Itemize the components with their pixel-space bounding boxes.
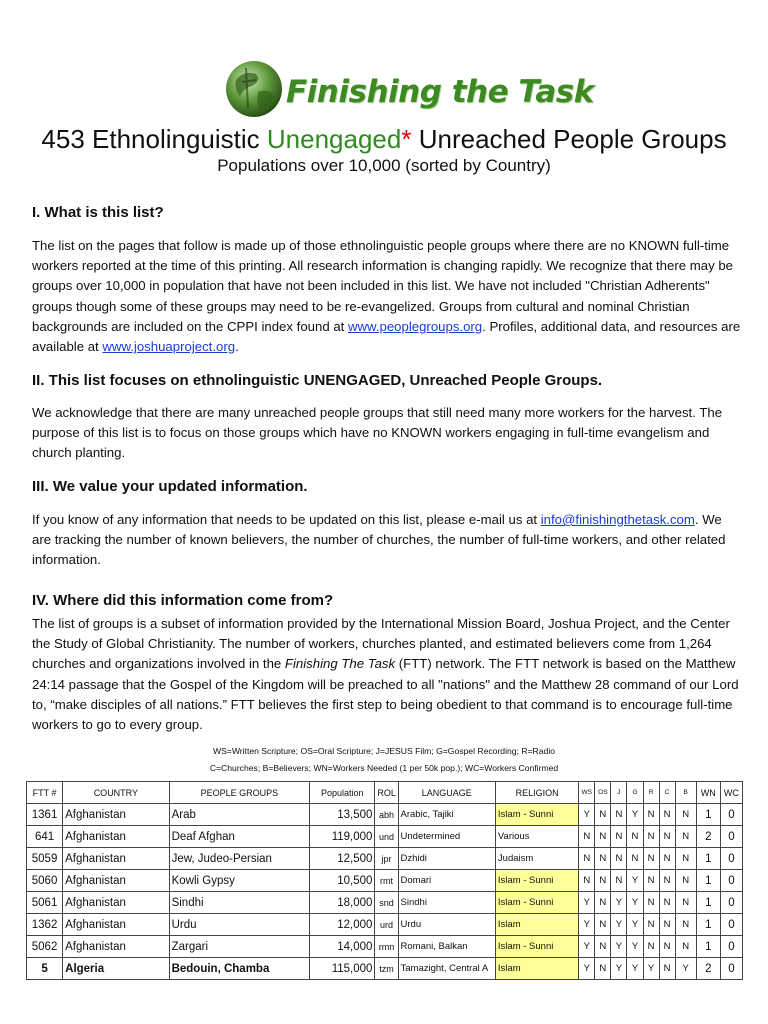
section-2-text: We acknowledge that there are many unreached people groups that still need many more workers for the harvest. The purpose of this list is to focus on those groups which have no KNOWN workers engaging in full-time evangelism and church planting.	[32, 405, 723, 461]
cell-group: Bedouin, Chamba	[169, 958, 310, 980]
cell-c: N	[659, 914, 675, 936]
people-groups-table	[26, 781, 743, 980]
cell-language: Dzhidi	[398, 848, 495, 870]
cell-country: Afghanistan	[63, 936, 169, 958]
cell-b: N	[675, 804, 696, 826]
cell-wn: 1	[696, 870, 720, 892]
cell-religion: Islam	[495, 958, 578, 980]
cell-wc: 0	[720, 848, 742, 870]
title-star: *	[401, 124, 412, 154]
cell-group: Urdu	[169, 914, 310, 936]
cell-group: Arab	[169, 804, 310, 826]
cell-country: Afghanistan	[63, 914, 169, 936]
cell-j: Y	[611, 936, 627, 958]
cell-j: Y	[611, 892, 627, 914]
cell-country: Afghanistan	[63, 870, 169, 892]
cell-c: N	[659, 870, 675, 892]
cell-wc: 0	[720, 892, 742, 914]
s3-text-a: If you know of any information that needs to be updated on this list, please e-mail us at	[32, 512, 541, 527]
cell-rol: tzm	[375, 958, 398, 980]
table-row	[27, 914, 743, 936]
cell-population: 13,500	[310, 804, 375, 826]
cell-country: Afghanistan	[63, 826, 169, 848]
cell-j: Y	[611, 958, 627, 980]
header-b: B	[675, 782, 696, 804]
cell-wn: 1	[696, 936, 720, 958]
cell-ftt: 5062	[27, 936, 63, 958]
cell-language: Arabic, Tajiki	[398, 804, 495, 826]
cell-ws: Y	[579, 958, 595, 980]
cell-rol: und	[375, 826, 398, 848]
s4-text-b: (FTT) network. The FTT network is based on the Matthew 24:14 passage that the Gospel of the Kingdom will be preached to all "nations" and the Matthew 28 command of our Lord to, “make disciples of all nations.” FTT believes the first step to being obedient to that command is to encourage full-time workers to go to every group.	[32, 656, 739, 733]
cell-j: Y	[611, 914, 627, 936]
s4-text-a: The list of groups is a subset of information provided by the International Mission Board, Joshua Project, and the Center the Study of Global Christianity. The number of workers, churches planted, and estimated believers come from 1,264 churches and organizations involved in the	[32, 616, 730, 672]
section-3-heading: III. We value your updated information.	[32, 478, 308, 495]
cell-c: N	[659, 936, 675, 958]
cell-c: N	[659, 958, 675, 980]
cell-wc: 0	[720, 936, 742, 958]
logo-text: Finishing the Task	[286, 74, 594, 110]
cell-ftt: 5060	[27, 870, 63, 892]
header-wc: WC	[720, 782, 742, 804]
header-g: G	[627, 782, 643, 804]
cell-group: Deaf Afghan	[169, 826, 310, 848]
cell-r: N	[643, 870, 659, 892]
title-highlight: Unengaged	[266, 124, 402, 154]
cell-c: N	[659, 826, 675, 848]
cell-g: Y	[627, 936, 643, 958]
header-people-groups: PEOPLE GROUPS	[169, 782, 310, 804]
cell-g: Y	[627, 958, 643, 980]
cell-ftt: 5061	[27, 892, 63, 914]
header-country: COUNTRY	[63, 782, 169, 804]
cell-os: N	[595, 914, 611, 936]
cell-group: Jew, Judeo-Persian	[169, 848, 310, 870]
cell-g: Y	[627, 870, 643, 892]
cell-group: Zargari	[169, 936, 310, 958]
email-link[interactable]: info@finishingthetask.com	[540, 512, 695, 527]
cell-wn: 1	[696, 804, 720, 826]
cell-group: Kowli Gypsy	[169, 870, 310, 892]
cell-os: N	[595, 958, 611, 980]
cell-ftt: 5	[27, 958, 63, 980]
header-r: R	[643, 782, 659, 804]
s1-text-b: . Profiles, additional data, and resources are available at	[32, 318, 741, 355]
section-1-heading: I. What is this list?	[32, 204, 164, 221]
header-ws: WS	[579, 782, 595, 804]
cell-population: 10,500	[310, 870, 375, 892]
cell-population: 115,000	[310, 958, 375, 980]
cell-ws: N	[579, 848, 595, 870]
cell-j: N	[611, 870, 627, 892]
cell-population: 12,000	[310, 914, 375, 936]
header-os: OS	[595, 782, 611, 804]
cell-wn: 1	[696, 848, 720, 870]
cell-country: Algeria	[63, 958, 169, 980]
globe-icon	[222, 58, 286, 120]
section-1-text	[32, 236, 744, 357]
cell-population: 12,500	[310, 848, 375, 870]
cell-c: N	[659, 804, 675, 826]
cell-rol: jpr	[375, 848, 398, 870]
cell-wc: 0	[720, 826, 742, 848]
cell-religion: Islam	[495, 914, 578, 936]
section-4-heading: IV. Where did this information come from?	[32, 592, 334, 609]
cell-b: N	[675, 936, 696, 958]
cell-ftt: 1361	[27, 804, 63, 826]
cell-language: Urdu	[398, 914, 495, 936]
cell-rol: abh	[375, 804, 398, 826]
cell-g: Y	[627, 804, 643, 826]
legend-line-1: WS=Written Scripture; OS=Oral Scripture; J=JESUS Film; G=Gospel Recording; R=Radio	[212, 746, 556, 756]
cell-b: N	[675, 892, 696, 914]
table-row	[27, 936, 743, 958]
cell-ws: Y	[579, 936, 595, 958]
header-religion: RELIGION	[495, 782, 578, 804]
cell-country: Afghanistan	[63, 804, 169, 826]
cell-language: Sindhi	[398, 892, 495, 914]
cell-g: N	[627, 826, 643, 848]
table-row	[27, 848, 743, 870]
cell-religion: Islam - Sunni	[495, 804, 578, 826]
cell-population: 119,000	[310, 826, 375, 848]
cell-g: N	[627, 848, 643, 870]
cell-ws: Y	[579, 892, 595, 914]
cell-religion: Islam - Sunni	[495, 936, 578, 958]
cell-language: Romani, Balkan	[398, 936, 495, 958]
cell-wc: 0	[720, 804, 742, 826]
table-row	[27, 892, 743, 914]
cell-population: 18,000	[310, 892, 375, 914]
cell-os: N	[595, 892, 611, 914]
cell-r: N	[643, 848, 659, 870]
header-wn: WN	[696, 782, 720, 804]
cell-b: N	[675, 848, 696, 870]
cell-religion: Judaism	[495, 848, 578, 870]
cell-b: N	[675, 870, 696, 892]
cell-r: N	[643, 826, 659, 848]
cell-rol: rmt	[375, 870, 398, 892]
s1-text-a: The list on the pages that follow is made up of those ethnolinguistic people groups where there are no KNOWN full-time workers reported at the time of this printing. All research information is changing rapidly. We recognize that there may be groups over 10,000 in population that have not been included in this list. We have not included "Christian Adherents" groups though some of these groups may need to be re-evangelized. Groups from cultural and nominal Christian backgrounds are included on the CPPI index found at	[32, 238, 733, 334]
cell-wn: 2	[696, 958, 720, 980]
page-subtitle: Populations over 10,000 (sorted by Country)	[217, 156, 551, 175]
cell-country: Afghanistan	[63, 892, 169, 914]
cell-c: N	[659, 848, 675, 870]
cell-ftt: 1362	[27, 914, 63, 936]
finishing-the-task-logo	[222, 58, 594, 120]
cell-os: N	[595, 870, 611, 892]
cell-ftt: 641	[27, 826, 63, 848]
cell-group: Sindhi	[169, 892, 310, 914]
header-ftt: FTT #	[27, 782, 63, 804]
cell-population: 14,000	[310, 936, 375, 958]
header-population: Population	[310, 782, 375, 804]
joshuaproject-link[interactable]: www.joshuaproject.org	[102, 339, 236, 355]
cell-rol: urd	[375, 914, 398, 936]
header-j: J	[611, 782, 627, 804]
cell-r: N	[643, 914, 659, 936]
table-row	[27, 826, 743, 848]
cell-ws: N	[579, 870, 595, 892]
cell-religion: Various	[495, 826, 578, 848]
header-rol: ROL	[375, 782, 398, 804]
cell-country: Afghanistan	[63, 848, 169, 870]
cell-language: Domari	[398, 870, 495, 892]
cell-g: Y	[627, 914, 643, 936]
cell-j: N	[611, 826, 627, 848]
cell-ftt: 5059	[27, 848, 63, 870]
section-4-text	[32, 614, 744, 735]
cell-wc: 0	[720, 914, 742, 936]
cell-r: N	[643, 892, 659, 914]
cell-ws: Y	[579, 804, 595, 826]
cell-r: Y	[643, 958, 659, 980]
s1-text-c: .	[235, 339, 239, 355]
cell-language: Tamazight, Central A	[398, 958, 495, 980]
cell-os: N	[595, 826, 611, 848]
cell-os: N	[595, 848, 611, 870]
cell-b: N	[675, 826, 696, 848]
cell-r: N	[643, 804, 659, 826]
peoplegroups-link[interactable]: www.peoplegroups.org	[347, 318, 483, 334]
cell-ws: Y	[579, 914, 595, 936]
cell-language: Undetermined	[398, 826, 495, 848]
table-row	[27, 958, 743, 980]
cell-os: N	[595, 804, 611, 826]
cell-wn: 1	[696, 892, 720, 914]
cell-wn: 2	[696, 826, 720, 848]
table-row	[27, 804, 743, 826]
section-3-text	[32, 510, 744, 571]
cell-b: Y	[675, 958, 696, 980]
cell-wc: 0	[720, 870, 742, 892]
cell-rol: snd	[375, 892, 398, 914]
s3-text-b: . We are tracking the number of known believers, the number of churches, the number of full-time workers, and other related information.	[32, 512, 726, 568]
table-row	[27, 870, 743, 892]
cell-j: N	[611, 804, 627, 826]
cell-religion: Islam - Sunni	[495, 892, 578, 914]
cell-r: N	[643, 936, 659, 958]
page-title	[0, 124, 768, 155]
cell-b: N	[675, 914, 696, 936]
section-2-heading: II. This list focuses on ethnolinguistic UNENGAGED, Unreached People Groups.	[32, 372, 603, 389]
cell-j: N	[611, 848, 627, 870]
s4-italic: Finishing The Task	[284, 656, 396, 672]
cell-os: N	[595, 936, 611, 958]
cell-c: N	[659, 892, 675, 914]
title-part2: Unreached People Groups	[411, 124, 727, 154]
cell-ws: N	[579, 826, 595, 848]
header-c: C	[659, 782, 675, 804]
header-language: LANGUAGE	[398, 782, 495, 804]
title-part1: 453 Ethnolinguistic	[41, 124, 267, 154]
table-header-row	[27, 782, 743, 804]
cell-wn: 1	[696, 914, 720, 936]
cell-rol: rmn	[375, 936, 398, 958]
cell-religion: Islam - Sunni	[495, 870, 578, 892]
cell-g: Y	[627, 892, 643, 914]
legend-line-2: C=Churches; B=Believers; WN=Workers Needed (1 per 50k pop.); WC=Workers Confirmed	[209, 763, 559, 773]
cell-wc: 0	[720, 958, 742, 980]
